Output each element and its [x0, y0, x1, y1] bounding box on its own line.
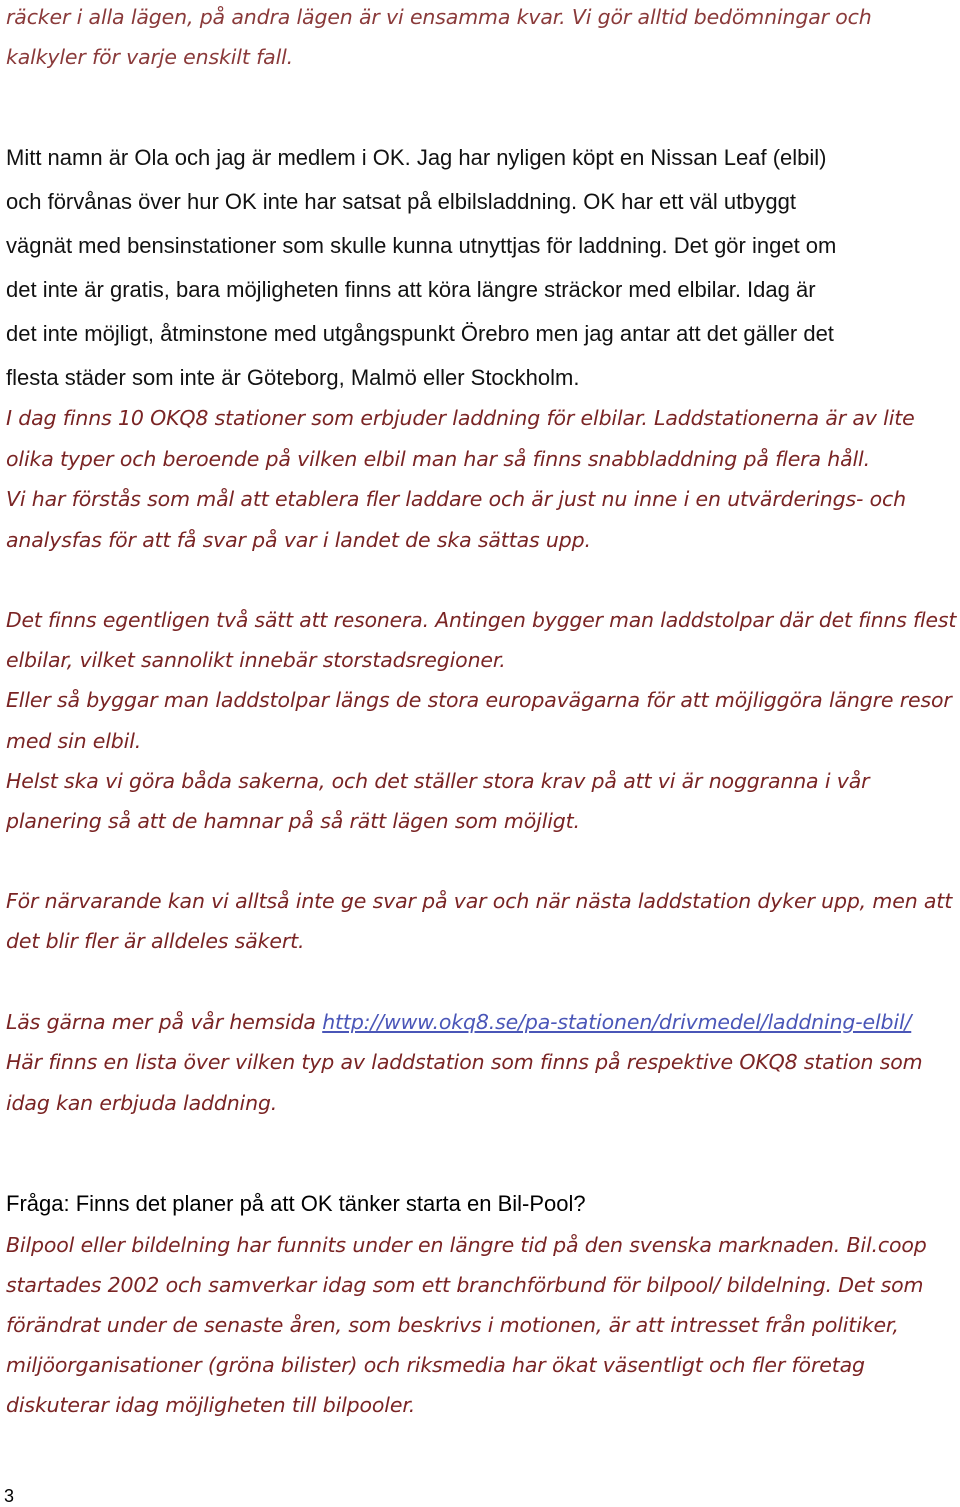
question1-line-3: vägnät med bensinstationer som skulle kunna utnyttjas för laddning. Det gör inget om [6, 233, 837, 258]
question1-line-4: det inte är gratis, bara möjligheten finns att köra längre sträckor med elbilar. Idag är [6, 277, 816, 302]
answer1-line-9: Helst ska vi göra båda sakerna, och det ställer stora krav på att vi är noggranna i vår [6, 769, 870, 793]
answer1-line-14: Här finns en lista över vilken typ av laddstation som finns på respektive OKQ8 station som [6, 1050, 923, 1074]
answer1-line-12: det blir fler är alldeles säkert. [6, 929, 305, 953]
answer1-line-6: elbilar, vilket sannolikt innebär storstadsregioner. [6, 648, 506, 672]
intro-line-2: kalkyler för varje enskilt fall. [6, 45, 294, 69]
answer2-line-5: diskuterar idag möjligheten till bilpooler. [6, 1393, 416, 1417]
link-intro-text: Läs gärna mer på vår hemsida [6, 1010, 323, 1034]
answer2-line-2: startades 2002 och samverkar idag som ett branchförbund för bilpool/ bildelning. Det som [6, 1273, 924, 1297]
answer1-line-15: idag kan erbjuda laddning. [6, 1091, 278, 1115]
answer1-line-13 [6, 1012, 911, 1033]
answer1-line-3: Vi har förstås som mål att etablera fler laddare och är just nu inne i en utvärderings- och [6, 487, 906, 511]
answer1-line-7: Eller så byggar man laddstolpar längs de stora europavägarna för att möjliggöra längre resor [6, 688, 952, 712]
answer2-line-4: miljöorganisationer (gröna bilister) och riksmedia har ökat väsentligt och fler företag [6, 1353, 865, 1377]
question2-text: Fråga: Finns det planer på att OK tänker starta en Bil-Pool? [6, 1191, 586, 1216]
question1-line-6: flesta städer som inte är Göteborg, Malmö eller Stockholm. [6, 365, 580, 390]
answer1-line-8: med sin elbil. [6, 729, 142, 753]
answer2-line-1: Bilpool eller bildelning har funnits under en längre tid på den svenska marknaden. Bil.coop [6, 1233, 927, 1257]
page-number: 3 [4, 1486, 15, 1506]
question1-line-1: Mitt namn är Ola och jag är medlem i OK. Jag har nyligen köpt en Nissan Leaf (elbil) [6, 145, 827, 170]
answer2-line-3: förändrat under de senaste åren, som beskrivs i motionen, är att intresset från politiker, [6, 1313, 899, 1337]
answer1-line-10: planering så att de hamnar på så rätt lägen som möjligt. [6, 809, 580, 833]
answer1-line-11: För närvarande kan vi alltså inte ge svar på var och när nästa laddstation dyker upp, men att [6, 889, 953, 913]
intro-line-1: räcker i alla lägen, på andra lägen är vi ensamma kvar. Vi gör alltid bedömningar och [6, 5, 872, 29]
answer1-line-4: analysfas för att få svar på var i landet de ska sättas upp. [6, 528, 591, 552]
answer1-line-5: Det finns egentligen två sätt att resonera. Antingen bygger man laddstolpar där det finns flest [6, 608, 957, 632]
answer1-line-1: I dag finns 10 OKQ8 stationer som erbjuder laddning för elbilar. Laddstationerna är av lite [6, 406, 915, 430]
answer1-line-2: olika typer och beroende på vilken elbil man har så finns snabbladdning på flera håll. [6, 447, 870, 471]
question1-line-5: det inte möjligt, åtminstone med utgångspunkt Örebro men jag antar att det gäller det [6, 321, 834, 346]
question1-line-2: och förvånas över hur OK inte har satsat på elbilsladdning. OK har ett väl utbyggt [6, 189, 797, 214]
okq8-laddning-link[interactable]: http://www.okq8.se/pa-stationen/drivmedel/laddning-elbil/ [322, 1010, 912, 1034]
